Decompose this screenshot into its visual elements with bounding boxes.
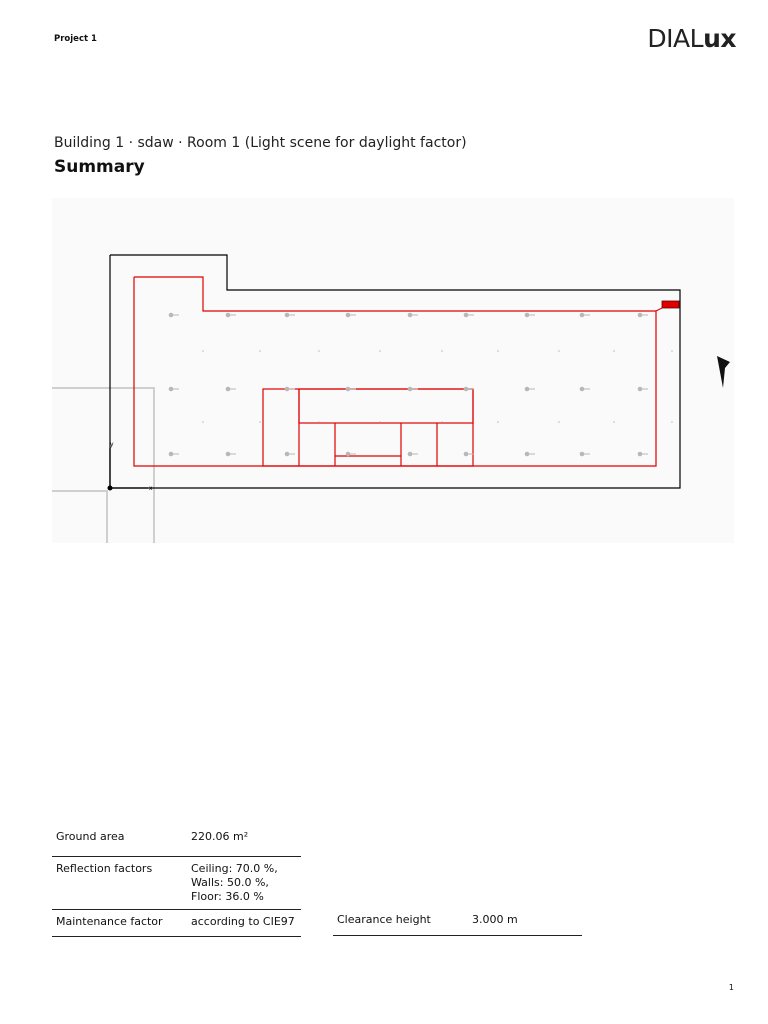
- clearance-row: [333, 908, 582, 936]
- floor-plan: [52, 198, 734, 543]
- axis-x-label: x: [149, 485, 153, 492]
- sensor-marker: [662, 301, 679, 308]
- ground-area-label: Ground area: [56, 830, 125, 843]
- luminaire-icon: [408, 387, 413, 392]
- luminaire-icon: [169, 452, 174, 457]
- reflection-floor: Floor: 36.0 %: [191, 890, 264, 903]
- origin-axes: [110, 448, 148, 488]
- origin-marker: [108, 486, 113, 491]
- clearance-value: 3.000 m: [472, 913, 518, 926]
- luminaire-icon: [169, 313, 174, 318]
- reflection-walls: Walls: 50.0 %,: [191, 876, 269, 889]
- grid-dot: [318, 350, 320, 352]
- luminaire-icon: [464, 452, 469, 457]
- grid-dot: [379, 421, 381, 423]
- luminaire-icon: [525, 387, 530, 392]
- luminaire-icon: [464, 313, 469, 318]
- luminaire-icon: [346, 313, 351, 318]
- grid-dot: [671, 350, 673, 352]
- luminaire-icon: [226, 313, 231, 318]
- grid-dot: [558, 350, 560, 352]
- luminaire-grid: [169, 313, 673, 457]
- maintenance-value: according to CIE97: [191, 915, 295, 928]
- luminaire-icon: [285, 313, 290, 318]
- breadcrumb: Building 1 · sdaw · Room 1 (Light scene for daylight factor): [54, 135, 467, 151]
- reflection-label: Reflection factors: [56, 862, 153, 875]
- luminaire-icon: [285, 387, 290, 392]
- building-wall: [110, 255, 680, 488]
- maintenance-label: Maintenance factor: [56, 915, 163, 928]
- grid-dot: [259, 421, 261, 423]
- luminaire-icon: [285, 452, 290, 457]
- grid-dot: [497, 421, 499, 423]
- axis-y-label: y: [110, 441, 114, 448]
- luminaire-icon: [169, 387, 174, 392]
- luminaire-icon: [580, 452, 585, 457]
- luminaire-icon: [525, 452, 530, 457]
- grid-dot: [497, 350, 499, 352]
- luminaire-icon: [638, 313, 643, 318]
- grid-dot: [613, 421, 615, 423]
- project-name: Project 1: [54, 34, 97, 44]
- page-number: 1: [728, 983, 734, 992]
- luminaire-icon: [464, 387, 469, 392]
- grid-dot: [259, 350, 261, 352]
- grid-dot: [441, 350, 443, 352]
- luminaire-icon: [580, 387, 585, 392]
- summary-table-right: [333, 908, 582, 936]
- dialux-logo: DIALux: [647, 24, 736, 53]
- ground-area-value: 220.06 m²: [191, 830, 249, 843]
- clearance-label: Clearance height: [337, 913, 431, 926]
- grid-dot: [202, 421, 204, 423]
- reflection-ceiling: Ceiling: 70.0 %,: [191, 862, 278, 875]
- grid-dot: [202, 350, 204, 352]
- reflection-row: [52, 857, 301, 910]
- grid-dot: [379, 350, 381, 352]
- luminaire-icon: [346, 452, 351, 457]
- luminaire-icon: [638, 452, 643, 457]
- ground-area-row: [52, 830, 301, 857]
- grid-dot: [441, 421, 443, 423]
- grid-dot: [613, 350, 615, 352]
- luminaire-icon: [346, 387, 351, 392]
- grid-dot: [318, 421, 320, 423]
- luminaire-icon: [525, 313, 530, 318]
- luminaire-icon: [580, 313, 585, 318]
- room-outline: [134, 277, 656, 466]
- luminaire-icon: [638, 387, 643, 392]
- north-arrow-icon: [717, 356, 730, 388]
- luminaire-icon: [226, 452, 231, 457]
- page-title: Summary: [54, 157, 145, 177]
- summary-table-left: [52, 830, 301, 937]
- maintenance-row: [52, 910, 301, 937]
- luminaire-icon: [408, 452, 413, 457]
- luminaire-icon: [226, 387, 231, 392]
- grid-dot: [671, 421, 673, 423]
- luminaire-icon: [408, 313, 413, 318]
- grid-dot: [558, 421, 560, 423]
